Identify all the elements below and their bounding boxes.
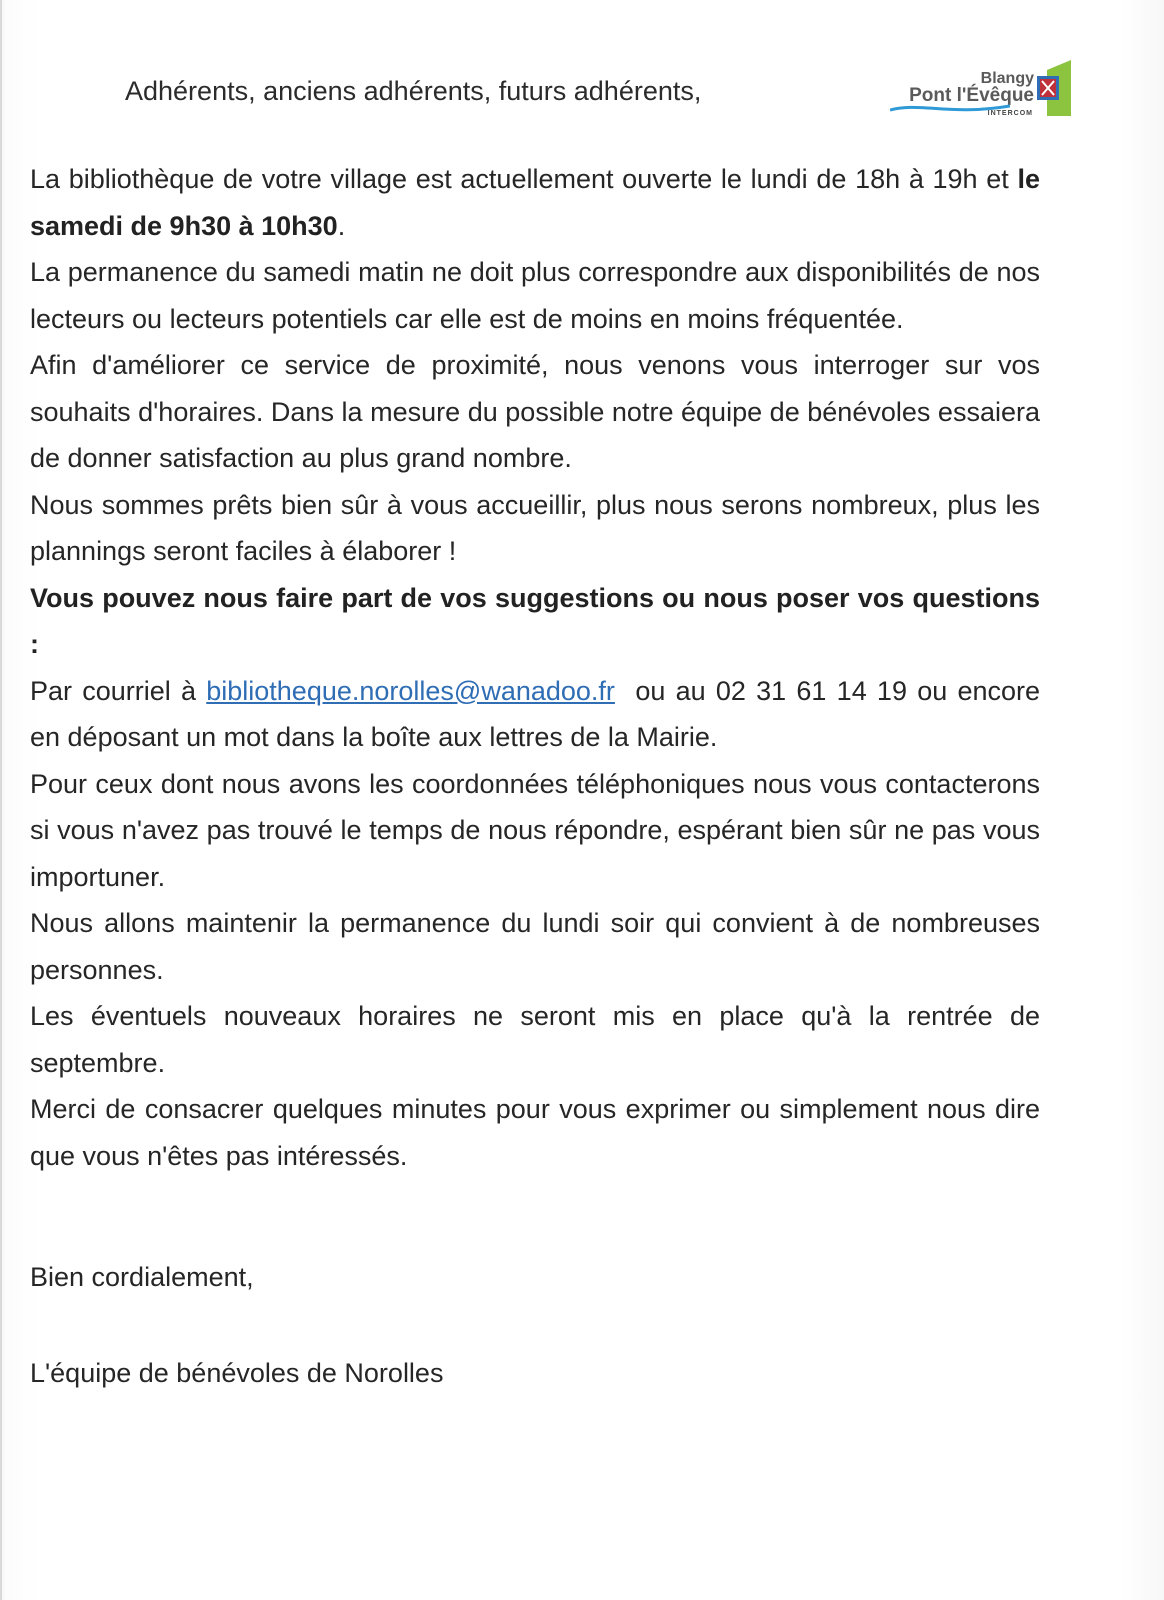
paragraph-phone: Pour ceux dont nous avons les coordonnées téléphoniques nous vous contacterons si vous n'avez pas trouvé le temps de nous répondre, espérant bien sûr ne pas vous importuner. (30, 768, 1040, 892)
logo-wave-icon (890, 102, 1010, 114)
paragraph-saturday: La permanence du samedi matin ne doit plus correspondre aux disponibilités de nos lecteurs ou lecteurs potentiels car elle est de moins en moins fréquentée. (30, 257, 1040, 334)
paragraph-suggestions: Vous pouvez nous faire part de vos suggestions ou nous poser vos questions : (30, 582, 1040, 659)
paragraph-thanks: Merci de consacrer quelques minutes pour vous exprimer ou simplement nous dire que vous n'êtes pas intéressés. (30, 1094, 1040, 1171)
email-link[interactable]: bibliotheque.norolles@wanadoo.fr (206, 675, 615, 706)
letter-body (30, 156, 1048, 1179)
greeting: Adhérents, anciens adhérents, futurs adhérents, (125, 76, 702, 106)
paragraph-survey: Afin d'améliorer ce service de proximité, nous venons vous interroger sur vos souhaits d'horaires. Dans la mesure du possible notre équipe de bénévoles essaiera de donner satisfaction au plus grand nombre. (30, 350, 1040, 473)
logo-line-2: Pont l'Évêque (909, 85, 1034, 106)
paragraph-september: Les éventuels nouveaux horaires ne seront mis en place qu'à la rentrée de septembre. (30, 1001, 1040, 1078)
paragraph-volunteers: Nous sommes prêts bien sûr à vous accueillir, plus nous serons nombreux, plus les plannings seront faciles à élaborer ! (30, 489, 1040, 566)
signature: L'équipe de bénévoles de Norolles (30, 1358, 444, 1388)
intercom-logo (860, 58, 1095, 124)
saturday-hours: le samedi de 9h30 à 10h30 (30, 164, 1040, 241)
paragraph-monday: Nous allons maintenir la permanence du lundi soir qui convient à de nombreuses personnes. (30, 908, 1040, 985)
paragraph-contact: Par courriel à bibliotheque.norolles@wanadoo.fr ou au 02 31 61 14 19 ou encore en déposant un mot dans la boîte aux lettres de la Mairie. (30, 675, 1048, 752)
logo-line-1: Blangy (980, 70, 1034, 87)
logo-mark-icon (1037, 58, 1073, 118)
paragraph-opening-hours: La bibliothèque de votre village est actuellement ouverte le lundi de 18h à 19h et le samedi de 9h30 à 10h30. (30, 164, 1040, 241)
closing: Bien cordialement, (30, 1262, 254, 1292)
scan-edge (0, 0, 2, 1600)
logo-line-3: INTERCOM (987, 110, 1033, 117)
